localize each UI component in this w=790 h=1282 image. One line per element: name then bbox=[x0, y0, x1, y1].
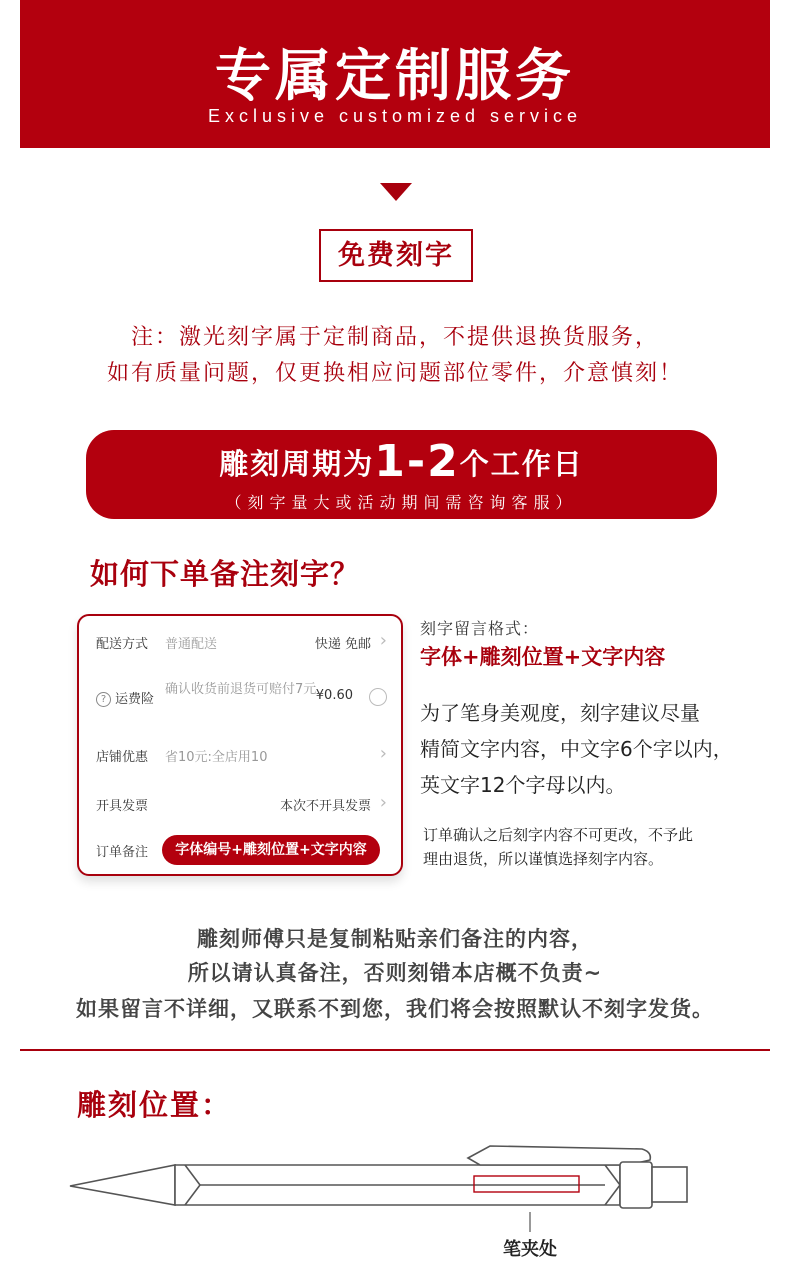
header-banner bbox=[20, 0, 770, 148]
engraving-position-title: 雕刻位置： bbox=[77, 1088, 233, 1122]
warning-line-1: 雕刻师傅只是复制粘贴亲们备注的内容， bbox=[197, 927, 593, 951]
row-muted: 普通配送 bbox=[165, 637, 218, 652]
period-note: （刻字量大或活动期间需咨询客服） bbox=[225, 493, 578, 512]
format-label: 刻字留言格式： bbox=[420, 619, 540, 638]
row-label: 配送方式 bbox=[96, 637, 149, 652]
format-value: 字体+雕刻位置+文字内容 bbox=[420, 645, 666, 669]
order-form-screenshot bbox=[77, 614, 403, 876]
row-label-wrap bbox=[96, 688, 154, 707]
period-suffix: 个工作日 bbox=[459, 447, 584, 481]
question-icon: ? bbox=[96, 692, 111, 707]
arrow-down-icon bbox=[380, 183, 412, 201]
row-label: 开具发票 bbox=[96, 799, 149, 814]
radio-circle-icon[interactable] bbox=[369, 688, 387, 706]
warning-line-3: 如果留言不详细，又联系不到您，我们将会按照默认不刻字发货。 bbox=[76, 997, 714, 1021]
confirm-line-1: 订单确认之后刻字内容不可更改，不予此 bbox=[423, 826, 694, 844]
order-note-tag: 字体编号+雕刻位置+文字内容 bbox=[162, 835, 380, 865]
pen-clip-label: 笔夹处 bbox=[503, 1239, 557, 1260]
row-value: 快递 免邮 bbox=[314, 637, 371, 652]
row-value: 本次不开具发票 bbox=[279, 799, 371, 814]
chevron-right-icon: › bbox=[379, 630, 387, 651]
page-title: 专属定制服务 bbox=[215, 44, 575, 109]
section-divider bbox=[20, 1049, 770, 1051]
row-muted: 省10元:全店用10 bbox=[165, 750, 268, 765]
period-days: 1-2 bbox=[374, 436, 460, 487]
engraving-period-banner bbox=[86, 430, 717, 519]
row-value: ¥0.60 bbox=[315, 688, 353, 703]
how-to-order-title: 如何下单备注刻字？ bbox=[90, 557, 361, 591]
advice-line-3: 英文字12个字母以内。 bbox=[420, 773, 626, 797]
free-engraving-badge: 免费刻字 bbox=[319, 229, 473, 282]
chevron-right-icon: › bbox=[379, 743, 387, 764]
pen-illustration bbox=[60, 1140, 700, 1240]
notice-line-2: 如有质量问题，仅更换相应问题部位零件，介意慎刻！ bbox=[106, 361, 683, 386]
period-prefix: 雕刻周期为 bbox=[219, 447, 375, 481]
row-label: 订单备注 bbox=[96, 845, 149, 860]
period-main bbox=[86, 436, 717, 487]
advice-line-1: 为了笔身美观度，刻字建议尽量 bbox=[420, 701, 700, 725]
confirm-line-2: 理由退货，所以谨慎选择刻字内容。 bbox=[423, 850, 664, 868]
row-muted: 确认收货前退货可赔付7元 bbox=[165, 682, 317, 697]
chevron-right-icon: › bbox=[379, 792, 387, 813]
advice-line-2: 精简文字内容，中文字6个字以内， bbox=[420, 737, 733, 761]
row-label: 运费险 bbox=[115, 692, 155, 707]
shipping-insurance-row bbox=[96, 682, 387, 718]
notice-line-1: 注：激光刻字属于定制商品，不提供退换货服务， bbox=[130, 325, 659, 350]
warning-line-2: 所以请认真备注，否则刻错本店概不负责~ bbox=[187, 961, 603, 985]
page-subtitle: Exclusive customized service bbox=[207, 106, 583, 126]
row-label: 店铺优惠 bbox=[96, 750, 149, 765]
